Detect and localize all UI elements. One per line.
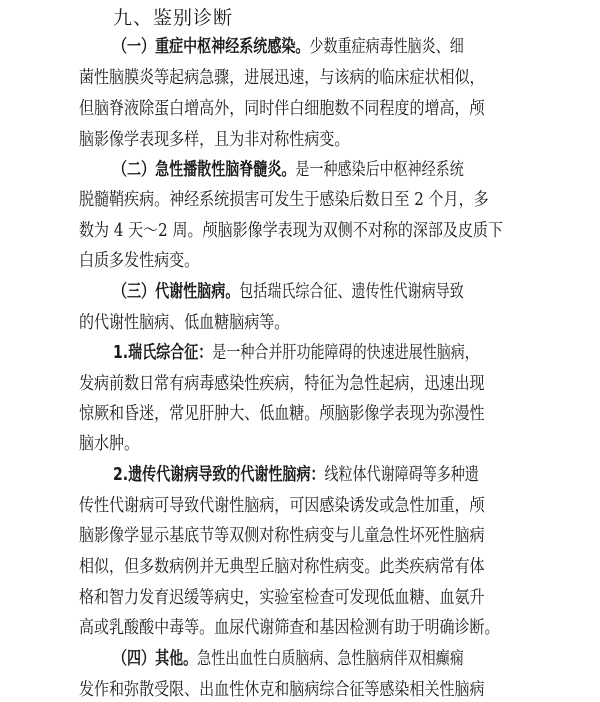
text-line: [79, 219, 594, 243]
text-line: [79, 555, 594, 579]
text-line: [79, 249, 594, 273]
line-text: 线粒体代谢障碍等多种遗: [324, 465, 479, 485]
text-line: [79, 311, 594, 335]
line-text: 脑水肿。: [79, 434, 140, 454]
text-line: [79, 66, 594, 90]
line-text: 是一种感染后中枢神经系统: [295, 160, 464, 180]
text-line: [79, 432, 594, 456]
line-text: 脱髓鞘疾病。神经系统损害可发生于感染后数日至 2 个月，多: [79, 190, 489, 210]
line-text: 相似，但多数病例并无典型丘脑对称性病变。此类疾病常有体: [79, 557, 485, 577]
line-text: 但脑脊液除蛋白增高外，同时伴白细胞数不同程度的增高，颅: [79, 99, 485, 119]
text-line: [79, 97, 594, 121]
bold-lead: 1.瑞氏综合征：: [113, 343, 213, 363]
line-text: 传性代谢病可导致代谢性脑病，可因感染诱发或急性加重，颅: [79, 496, 485, 516]
bold-lead: （二）急性播散性脑脊髓炎。: [113, 160, 296, 180]
line-text: 格和智力发育迟缓等病史，实验室检查可发现低血糖、血氨升: [79, 588, 485, 608]
line-text: 急性出血性白质脑病、急性脑病伴双相癫痫: [197, 649, 464, 669]
section-heading: 九、鉴别诊断: [113, 7, 234, 29]
line-text: 的代谢性脑病、低血糖脑病等。: [79, 313, 290, 333]
text-line: [113, 463, 594, 487]
text-line: [79, 128, 594, 152]
text-line: [79, 616, 594, 640]
line-text: 少数重症病毒性脑炎、细: [309, 37, 464, 57]
line-text: 发病前数日常有病毒感染性疾病，特征为急性起病，迅速出现: [79, 374, 485, 394]
line-text: 是一种合并肝功能障碍的快速进展性脑病，: [212, 343, 479, 363]
text-line: [79, 494, 594, 518]
text-line: [113, 280, 594, 304]
text-line: [113, 647, 594, 671]
line-text: 惊厥和昏迷，常见肝肿大、低血糖。颅脑影像学表现为弥漫性: [79, 404, 485, 424]
text-line: [113, 35, 594, 59]
line-text: 脑影像学显示基底节等双侧对称性病变与儿童急性坏死性脑病: [79, 526, 485, 546]
line-text: 脑影像学表现多样，且为非对称性病变。: [79, 130, 350, 150]
text-line: [79, 586, 594, 610]
bold-lead: （四）其他。: [113, 649, 198, 669]
line-text: 高或乳酸酸中毒等。血尿代谢筛查和基因检测有助于明确诊断。: [79, 618, 500, 638]
text-line: [79, 678, 594, 702]
text-line: [79, 402, 594, 426]
line-text: 菌性脑膜炎等起病急骤，进展迅速，与该病的临床症状相似，: [79, 68, 485, 88]
bold-lead: 2.遗传代谢病导致的代谢性脑病：: [113, 465, 325, 485]
bold-lead: （三）代谢性脑病。: [113, 282, 240, 302]
text-line: [79, 524, 594, 548]
text-line: [113, 158, 594, 182]
line-text: 发作和弥散受限、出血性休克和脑病综合征等感染相关性脑病: [79, 680, 485, 700]
text-line: [79, 188, 594, 212]
line-text: 数为 4 天～2 周。颅脑影像学表现为双侧不对称的深部及皮质下: [79, 221, 503, 241]
line-text: 包括瑞氏综合征、遗传性代谢病导致: [239, 282, 464, 302]
bold-lead: （一）重症中枢神经系统感染。: [113, 37, 310, 57]
line-text: 白质多发性病变。: [79, 251, 200, 271]
text-line: [79, 372, 594, 396]
text-line: [113, 341, 594, 365]
